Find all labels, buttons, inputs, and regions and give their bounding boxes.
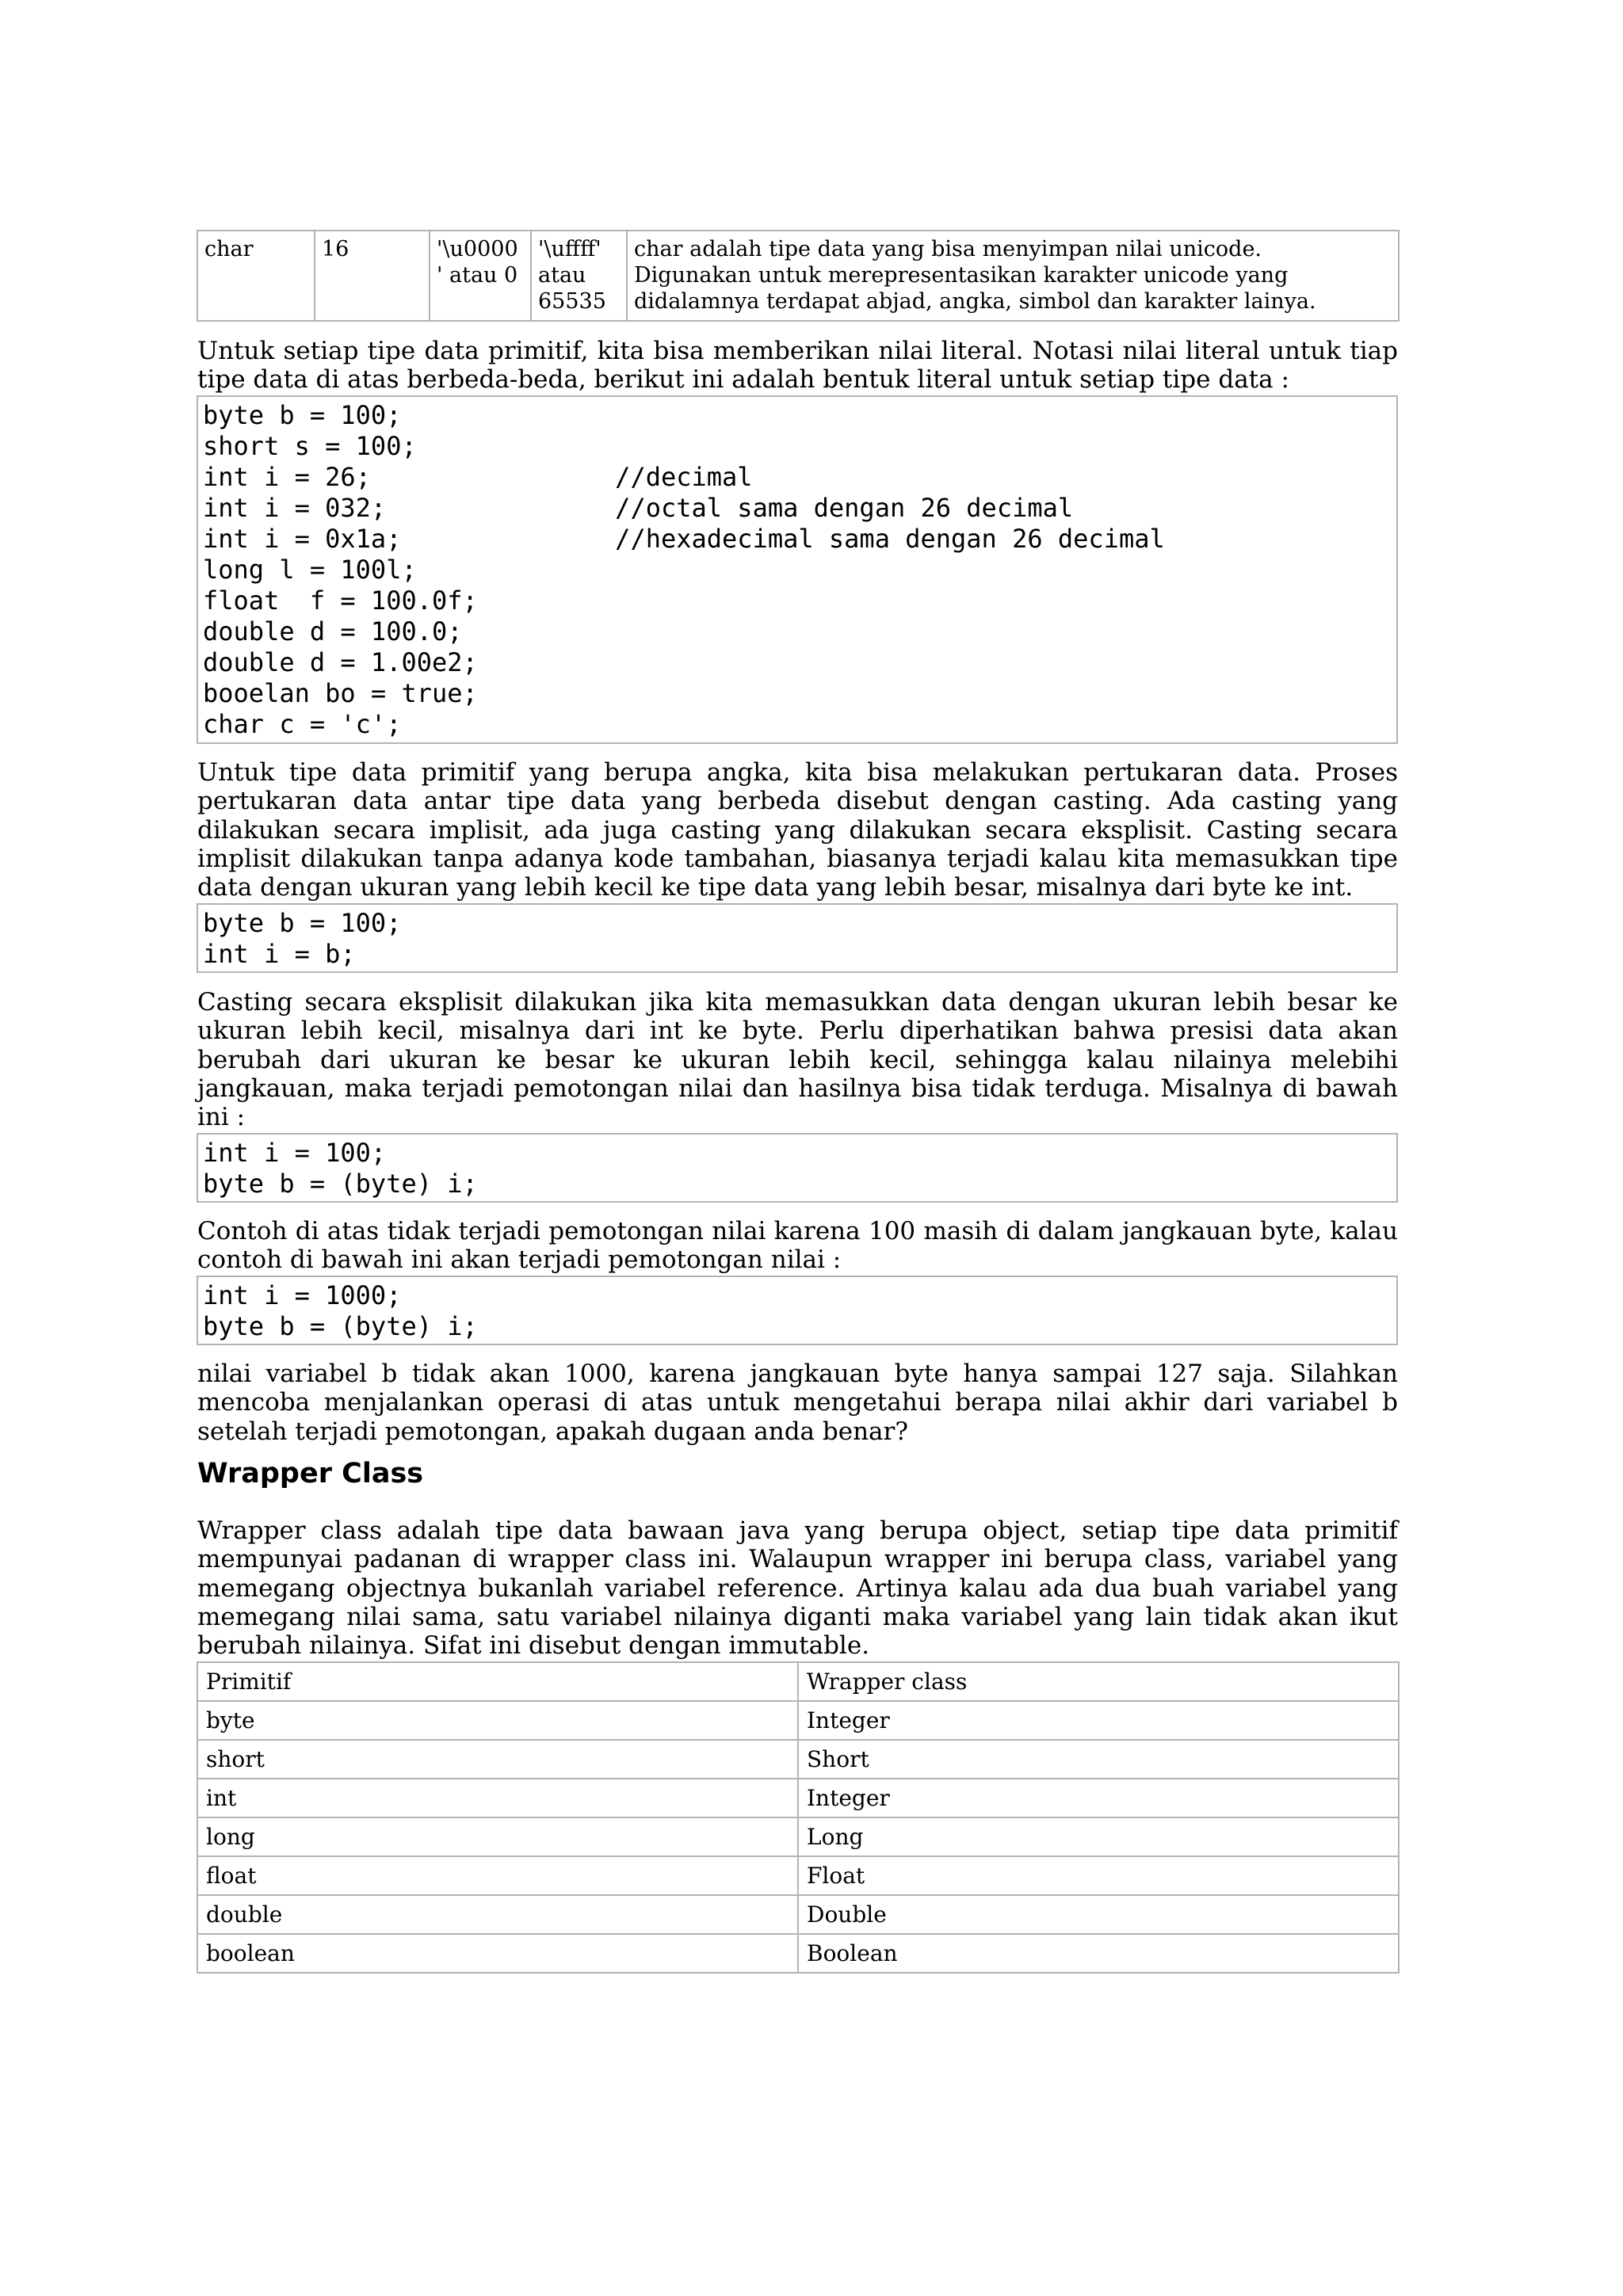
table-row <box>197 1934 1399 1973</box>
code-line: byte b = 100; <box>203 908 402 938</box>
paragraph-truncation-result: nilai variabel b tidak akan 1000, karena jangkauan byte hanya sampai 127 saja. Silahkan mencoba menjalankan operasi di atas untuk mengetahui berapa nilai akhir dari variabel b setelah terjadi pemotongan, apakah dugaan anda benar? <box>197 1360 1398 1446</box>
table-cell: long <box>197 1817 798 1856</box>
paragraph-explicit-casting: Casting secara eksplisit dilakukan jika kita memasukkan data dengan ukuran lebih besar ke ukuran lebih kecil, misalnya dari int ke byte. Perlu diperhatikan bahwa presisi data akan berubah dari ukuran ke besar ke ukuran lebih kecil, sehingga kalau nilainya melebihi jangkauan, maka terjadi pemotongan nilai dan hasilnya bisa tidak terduga. Misalnya di bawah ini : <box>197 988 1398 1132</box>
table-cell: int <box>197 1779 798 1817</box>
table-row <box>197 231 1399 321</box>
code-line: byte b = (byte) i; <box>203 1169 478 1199</box>
code-block-literals <box>197 395 1398 744</box>
code-line: float f = 100.0f; <box>203 585 478 616</box>
code-line: char c = 'c'; <box>203 709 402 739</box>
code-line: int i = 0x1a; //hexadecimal sama dengan 26 decimal <box>203 524 1165 554</box>
cell-bits: 16 <box>315 231 430 321</box>
paragraph-literal-intro: Untuk setiap tipe data primitif, kita bisa memberikan nilai literal. Notasi nilai literal untuk tiap tipe data di atas berbeda-beda, berikut ini adalah bentuk literal untuk setiap tipe data : <box>197 337 1398 395</box>
section-heading: Wrapper Class <box>197 1458 424 1489</box>
table-cell: boolean <box>197 1934 798 1973</box>
code-line: long l = 100l; <box>203 555 417 585</box>
table-cell: Short <box>798 1740 1399 1779</box>
table-row <box>197 1856 1399 1895</box>
paragraph-truncation-example: Contoh di atas tidak terjadi pemotongan nilai karena 100 masih di dalam jangkauan byte, kalau contoh di bawah ini akan terjadi pemotongan nilai : <box>197 1217 1398 1275</box>
code-line: booelan bo = true; <box>203 678 478 708</box>
code-line: int i = 26; //decimal <box>203 462 753 492</box>
table-cell: float <box>197 1856 798 1895</box>
table-cell: Integer <box>798 1779 1399 1817</box>
cell-max: '\uffff' atau 65535 <box>531 231 627 321</box>
code-block-truncation <box>197 1276 1398 1345</box>
code-line: double d = 100.0; <box>203 616 463 646</box>
code-line: byte b = 100; <box>203 400 402 430</box>
table-cell: byte <box>197 1701 798 1740</box>
cell-description: char adalah tipe data yang bisa menyimpan nilai unicode. Digunakan untuk merepresentasikan karakter unicode yang didalamnya terdapat abjad, angka, simbol dan karakter lainya. <box>627 231 1399 321</box>
char-type-table <box>197 230 1400 322</box>
table-cell: Float <box>798 1856 1399 1895</box>
code-block-explicit-cast <box>197 1133 1398 1203</box>
table-cell: Long <box>798 1817 1399 1856</box>
table-cell: short <box>197 1740 798 1779</box>
table-row <box>197 1779 1399 1817</box>
header-cell: Wrapper class <box>798 1662 1399 1701</box>
code-line: int i = 100; <box>203 1138 387 1168</box>
table-cell: Integer <box>798 1701 1399 1740</box>
table-cell: Boolean <box>798 1934 1399 1973</box>
paragraph-casting-intro: Untuk tipe data primitif yang berupa angka, kita bisa melakukan pertukaran data. Proses pertukaran data antar tipe data yang berbeda disebut dengan casting. Ada casting yang dilakukan secara implisit, ada juga casting yang dilakukan secara eksplisit. Casting secara implisit dilakukan tanpa adanya kode tambahan, biasanya terjadi kalau kita memasukkan tipe data dengan ukuran yang lebih kecil ke tipe data yang lebih besar, misalnya dari byte ke int. <box>197 758 1398 902</box>
paragraph-wrapper-class: Wrapper class adalah tipe data bawaan java yang berupa object, setiap tipe data primitif mempunyai padanan di wrapper class ini. Walaupun wrapper ini berupa class, variabel yang memegang objectnya bukanlah variabel reference. Artinya kalau ada dua buah variabel yang memegang nilai sama, satu variabel nilainya diganti maka variabel yang lain tidak akan ikut berubah nilainya. Sifat ini disebut dengan immutable. <box>197 1516 1398 1661</box>
code-line: int i = b; <box>203 939 356 969</box>
code-line: int i = 1000; <box>203 1280 402 1310</box>
header-cell: Primitif <box>197 1662 798 1701</box>
code-line: byte b = (byte) i; <box>203 1311 478 1341</box>
table-header-row <box>197 1662 1399 1701</box>
table-row <box>197 1740 1399 1779</box>
table-row <box>197 1895 1399 1934</box>
table-cell: double <box>197 1895 798 1934</box>
table-cell: Double <box>798 1895 1399 1934</box>
code-line: short s = 100; <box>203 431 417 461</box>
code-block-implicit-cast <box>197 903 1398 973</box>
code-line: double d = 1.00e2; <box>203 647 478 677</box>
cell-min: '\u0000 ' atau 0 <box>430 231 531 321</box>
wrapper-class-table <box>197 1661 1400 1974</box>
cell-type: char <box>197 231 315 321</box>
code-line: int i = 032; //octal sama dengan 26 decimal <box>203 493 1074 523</box>
table-row <box>197 1817 1399 1856</box>
table-row <box>197 1701 1399 1740</box>
